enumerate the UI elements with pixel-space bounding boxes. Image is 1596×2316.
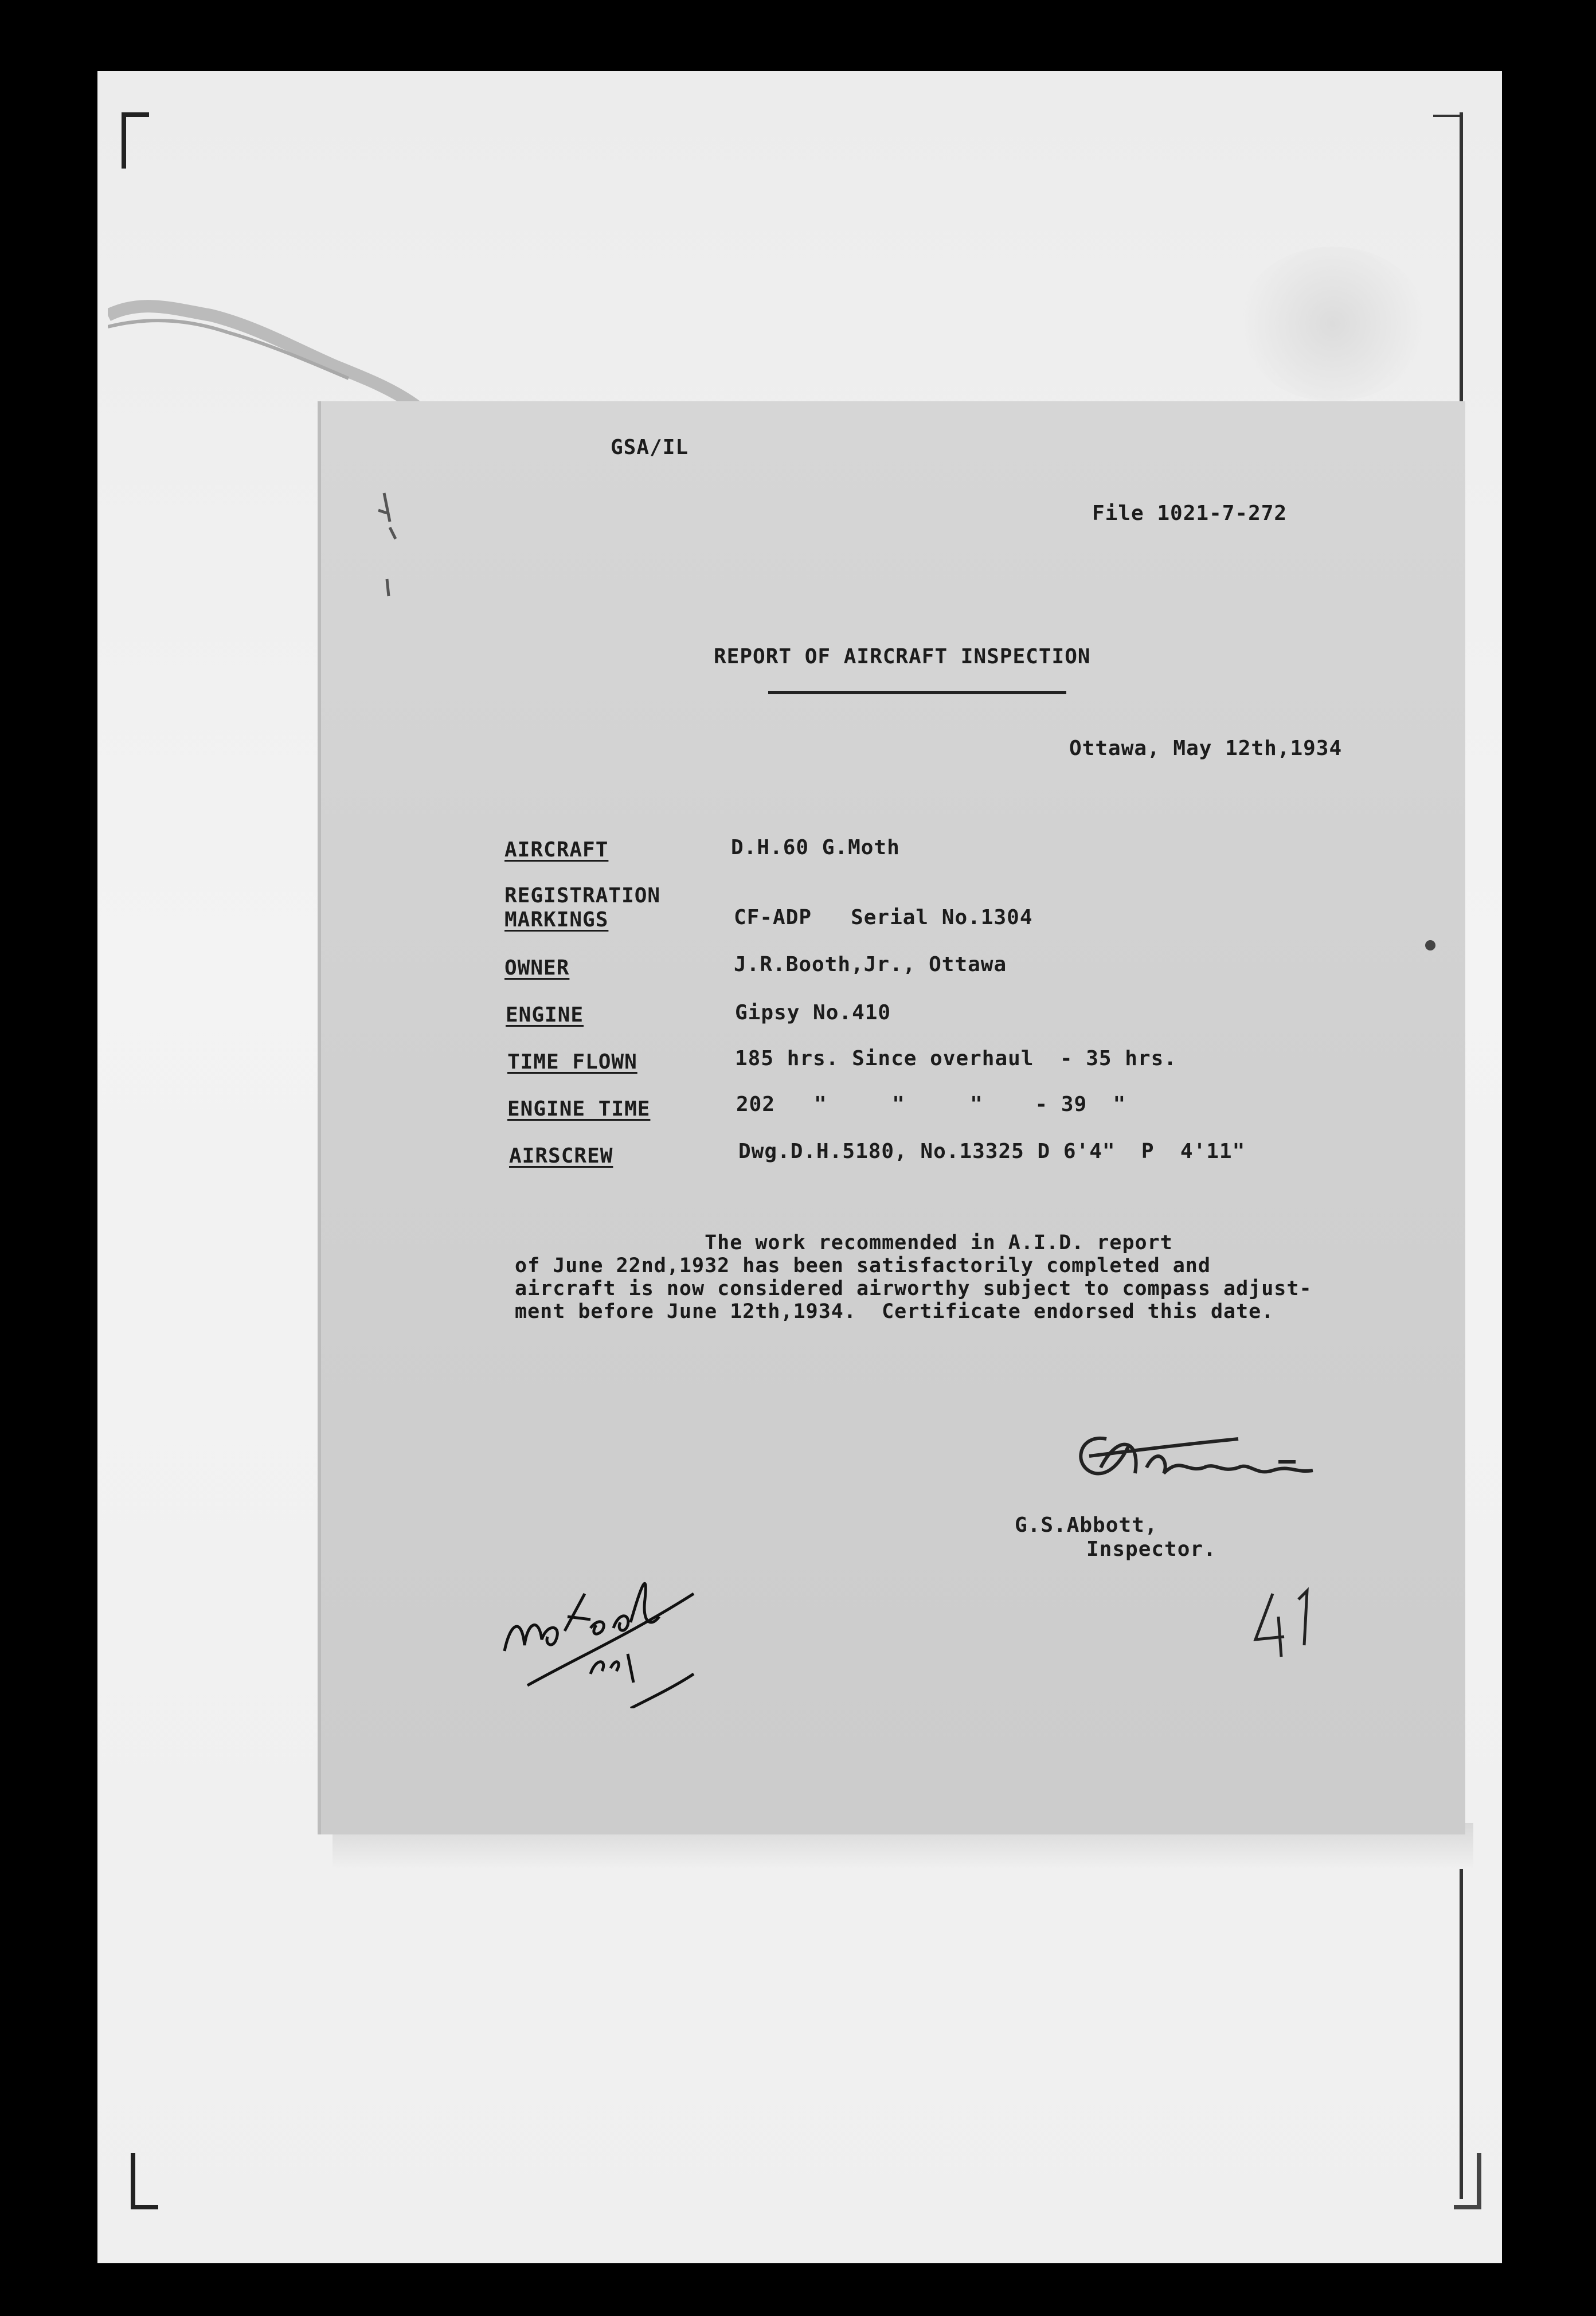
margin-mark <box>373 487 407 602</box>
crop-mark-bottom-left <box>131 2153 158 2209</box>
value-time-flown: 185 hrs. Since overhaul - 35 hrs. <box>735 1047 1177 1070</box>
value-airscrew: Dwg.D.H.5180, No.13325 D 6'4" P 4'11" <box>738 1140 1246 1163</box>
signature-name: G.S.Abbott, <box>1015 1513 1158 1537</box>
paper-stain <box>1238 247 1427 401</box>
body-line-4: ment before June 12th,1934. Certificate endorsed this date. <box>515 1300 1274 1323</box>
crop-mark-bottom-right <box>1454 2153 1481 2209</box>
value-registration: CF-ADP Serial No.1304 <box>734 906 1033 929</box>
value-owner: J.R.Booth,Jr., Ottawa <box>734 953 1007 976</box>
title-underline <box>768 691 1066 694</box>
label-airscrew: AIRSCREW <box>509 1144 613 1168</box>
body-line-1: The work recommended in A.I.D. report <box>515 1231 1173 1254</box>
torn-tape-remnant <box>108 298 429 407</box>
inspection-report-sheet <box>321 401 1465 1834</box>
file-number: File 1021-7-272 <box>1092 502 1288 525</box>
paper-dot <box>1425 940 1435 950</box>
report-title: REPORT OF AIRCRAFT INSPECTION <box>714 645 1091 668</box>
value-engine: Gipsy No.410 <box>735 1001 891 1024</box>
label-aircraft: AIRCRAFT <box>504 838 609 862</box>
value-engine-time: 202 " " " - 39 " <box>736 1093 1126 1116</box>
page-number-handwritten <box>1250 1582 1330 1662</box>
value-aircraft: D.H.60 G.Moth <box>731 836 900 859</box>
label-engine-time: ENGINE TIME <box>507 1097 651 1121</box>
body-line-3: aircraft is now considered airworthy subject to compass adjust- <box>515 1277 1312 1300</box>
handwritten-signature <box>1066 1422 1364 1508</box>
label-time-flown: TIME FLOWN <box>507 1050 637 1074</box>
body-line-2: of June 22nd,1932 has been satisfactorily completed and <box>515 1254 1211 1277</box>
signature-title: Inspector. <box>1086 1538 1216 1561</box>
initials: GSA/IL <box>611 436 689 459</box>
crop-line-top-right <box>1433 115 1462 117</box>
label-owner: OWNER <box>504 956 570 980</box>
crop-mark-top-left <box>122 112 149 169</box>
noted-annotation <box>499 1559 717 1708</box>
report-date: Ottawa, May 12th,1934 <box>1069 737 1343 760</box>
label-markings: MARKINGS <box>504 908 609 932</box>
label-engine: ENGINE <box>506 1003 584 1027</box>
label-registration: REGISTRATION <box>504 884 661 907</box>
